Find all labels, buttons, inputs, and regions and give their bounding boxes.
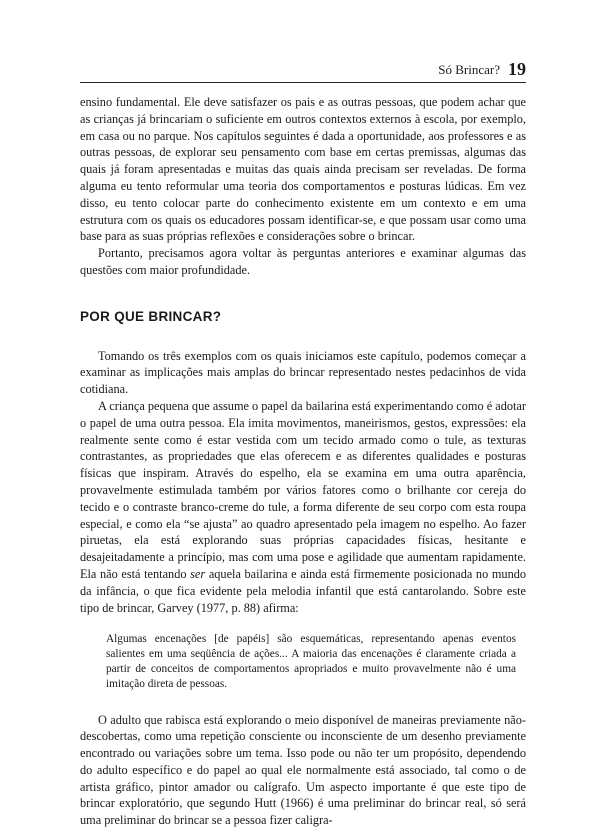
intro-paragraph-2: Portanto, precisamos agora voltar às perguntas anteriores e examinar algumas das questões com maior profundidade. [80, 245, 526, 279]
paragraph-text: A criança pequena que assume o papel da bailarina está experimentando como é adotar o papel de uma outra pessoa. Ela imita movimentos, maneirismos, gestos, expressões: ela realmente sente como é estar vestida com um tecido armado como o tule, as texturas contrastantes, as propriedades que elas oferecem e as diferentes qualidades e posturas físicas que inspiram. Através do espelho, ela se examina em uma outra aparência, provavelmente estimulada também por vários fatores como o brilhante cor cereja do tecido e o contraste branco-creme do tule, a forma diferente de seu corpo com esta roupa especial, e como ela “se ajusta” ao quadro apresentado pela imagem no espelho. Ao fazer piruetas, ela está explorando suas próprias capacidades físicas, hesitante e desajeitadamente a princípio, mas com uma pose e agilidade que aumentam rapidamente. Ela não está tentando [80, 399, 526, 581]
page-number: 19 [508, 59, 526, 82]
paragraph-text: aquela bailarina e ainda está firmemente posicionada no mundo da infância, o que fica evidente pela melodia infantil que está cantarolando. Sobre este tipo de brincar, Garvey (1977, p. 88) afirma: [80, 567, 526, 615]
block-quote: Algumas encenações [de papéis] são esquemáticas, representando apenas eventos salientes em uma seqüência de ações... A maioria das encenações é claramente criada a partir de conceitos de comportamentos apropriados e muito provavelmente não é uma imitação direta de pessoas. [106, 632, 516, 691]
page-header [80, 56, 526, 83]
section-heading: POR QUE BRINCAR? [80, 309, 526, 326]
page-body [80, 94, 526, 829]
intro-paragraph-1: ensino fundamental. Ele deve satisfazer os pais e as outras pessoas, que podem achar que as crianças já brincariam o suficiente em outros contextos externos à escola, por exemplo, em casa ou no parque. Nos capítulos seguintes é dada a oportunidade, aos professores e as outras pessoas, de explorar seu pensamento com base em certas premissas, algumas das quais já foram apresentadas e muitas das quais ainda precisam ser reveladas. De forma alguma eu tento reformular uma teoria dos comportamentos e posturas lúdicas. Em vez disso, eu tento colocar parte do conhecimento existente em um contexto e em uma estrutura com os quais os educadores possam identificar-se, e que possam usar como uma base para as suas próprias reflexões e considerações sobre o brincar. [80, 94, 526, 245]
section-paragraph-3: O adulto que rabisca está explorando o meio disponível de maneiras previamente não-descobertas, como uma repetição consciente ou inconsciente de um desenho previamente encontrado ou variações sobre um tema. Isso pode ou não ter um propósito, dependendo do adulto específico e do papel ao qual ele normalmente está associado, tal como o de artista gráfico, pintor amador ou calígrafo. Um aspecto importante é que este tipo de brincar exploratório, que segundo Hutt (1966) é uma preliminar do brincar real, só será uma preliminar do brincar se a pessoa fizer caligra- [80, 712, 526, 829]
running-head: Só Brincar? [438, 62, 500, 82]
section-paragraph-2 [80, 398, 526, 616]
section-paragraph-1: Tomando os três exemplos com os quais iniciamos este capítulo, podemos começar a examinar as implicações mais amplas do brincar representado nestes pedacinhos de vida cotidiana. [80, 348, 526, 398]
emphasis-text: ser [190, 567, 205, 581]
